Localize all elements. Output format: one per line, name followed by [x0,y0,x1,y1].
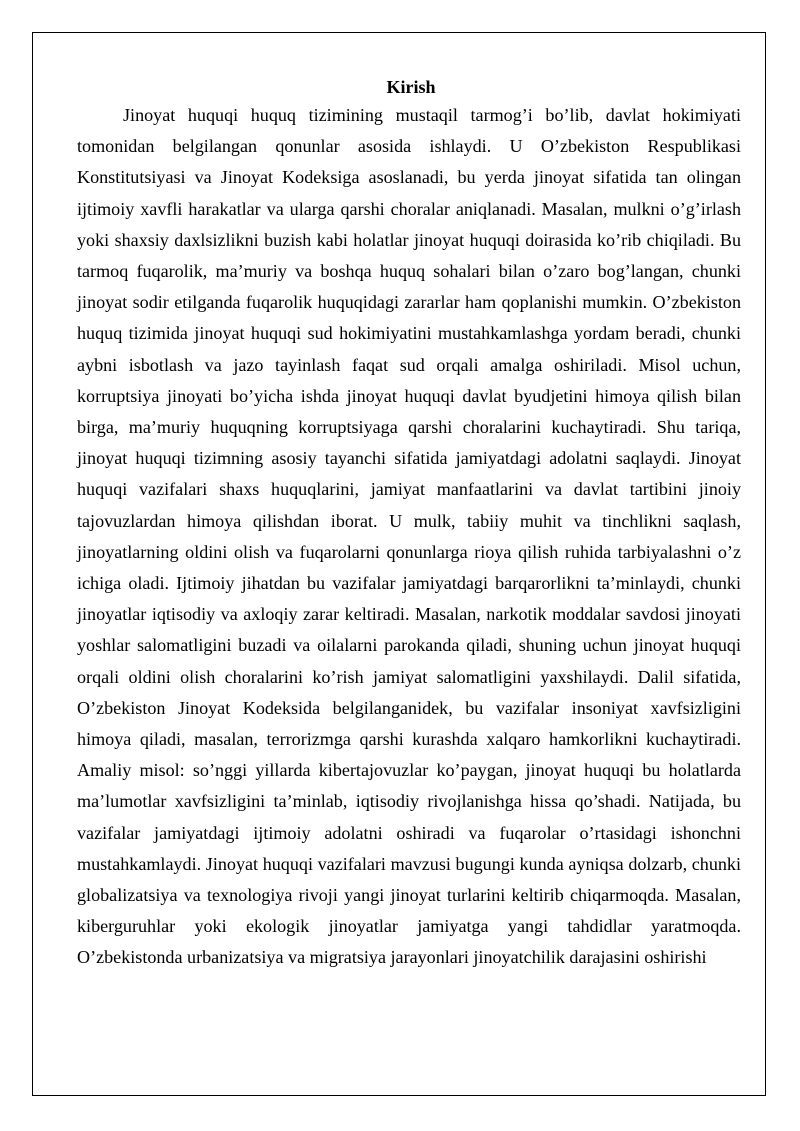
body-paragraph: Jinoyat huquqi huquq tizimining mustaqil tarmog’i bo’lib, davlat hokimiyati tomonidan belgilangan qonunlar asosida ishlaydi. U O’zbekiston Respublikasi Konstitutsiyasi va Jinoyat Kodeksiga asoslanadi, bu yerda jinoyat sifatida tan olingan ijtimoiy xavfli harakatlar va ularga qarshi choralar aniqlanadi. Masalan, mulkni o’g’irlash yoki shaxsiy daxlsizlikni buzish kabi holatlar jinoyat huquqi doirasida ko’rib chiqiladi. Bu tarmoq fuqarolik, ma’muriy va boshqa huquq sohalari bilan o’zaro bog’langan, chunki jinoyat sodir etilganda fuqarolik huquqidagi zararlar ham qoplanishi mumkin. O’zbekiston huquq tizimida jinoyat huquqi sud hokimiyatini mustahkamlashga yordam beradi, chunki aybni isbotlash va jazo tayinlash faqat sud orqali amalga oshiriladi. Misol uchun, korruptsiya jinoyati bo’yicha ishda jinoyat huquqi davlat byudjetini himoya qilish bilan birga, ma’muriy huquqning korruptsiyaga qarshi choralarini kuchaytiradi. Shu tariqa, jinoyat huquqi tizimning asosiy tayanchi sifatida jamiyatdagi adolatni saqlaydi. Jinoyat huquqi vazifalari shaxs huquqlarini, jamiyat manfaatlarini va davlat tartibini jinoiy tajovuzlardan himoya qilishdan iborat. U mulk, tabiiy muhit va tinchlikni saqlash, jinoyatlarning oldini olish va fuqarolarni qonunlarga rioya qilish ruhida tarbiyalashni o’z ichiga oladi. Ijtimoiy jihatdan bu vazifalar jamiyatdagi barqarorlikni ta’minlaydi, chunki jinoyatlar iqtisodiy va axloqiy zarar keltiradi. Masalan, narkotik moddalar savdosi jinoyati yoshlar salomatligini buzadi va oilalarni parokanda qiladi, shuning uchun jinoyat huquqi orqali oldini olish choralarini ko’rish jamiyat salomatligini yaxshilaydi. Dalil sifatida, O’zbekiston Jinoyat Kodeksida belgilanganidek, bu vazifalar insoniyat xavfsizligini himoya qiladi, masalan, terrorizmga qarshi kurashda xalqaro hamkorlikni kuchaytiradi. Amaliy misol: so’nggi yillarda kibertajovuzlar ko’paygan, jinoyat huquqi bu holatlarda ma’lumotlar xavfsizligini ta’minlab, iqtisodiy rivojlanishga hissa qo’shadi. Natijada, bu vazifalar jamiyatdagi ijtimoiy adolatni oshiradi va fuqarolar o’rtasidagi ishonchni mustahkamlaydi. Jinoyat huquqi vazifalari mavzusi bugungi kunda ayniqsa dolzarb, chunki globalizatsiya va texnologiya rivoji yangi jinoyat turlarini keltirib chiqarmoqda. Masalan, kiberguruhlar yoki ekologik jinoyatlar jamiyatga yangi tahdidlar yaratmoqda. O’zbekistonda urbanizatsiya va migratsiya jarayonlari jinoyatchilik darajasini oshirishi [77,105,741,968]
section-title: Kirish [386,77,436,97]
document-body [77,74,741,974]
